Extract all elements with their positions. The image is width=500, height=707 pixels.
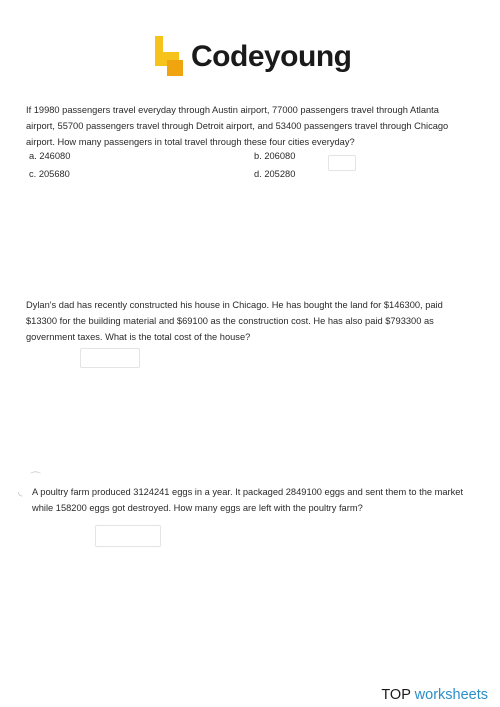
question-1-text: If 19980 passengers travel everyday through Austin airport, 77000 passengers travel through Atlanta airport, 55700 passengers travel through Detroit airport, and 53400 passengers travel through Chicago airport. How many passengers in total travel through these four cities everyday? xyxy=(26,105,449,147)
question-1-option-b: b. 206080 xyxy=(254,151,296,161)
topworksheets-footer xyxy=(381,687,488,703)
question-1-option-d: d. 205280 xyxy=(254,169,296,179)
question-3-marker: ◟ xyxy=(18,486,23,498)
codeyoung-logo-icon xyxy=(153,36,185,78)
logo-text: Codeyoung xyxy=(191,40,352,73)
question-1-option-a: a. 246080 xyxy=(29,151,71,161)
question-1-answer-box[interactable] xyxy=(328,155,356,171)
question-3-marker-top: ⌒ xyxy=(30,472,41,484)
question-1-option-c: c. 205680 xyxy=(29,169,70,179)
question-3-answer-box[interactable] xyxy=(95,525,161,547)
footer-worksheets-text: worksheets xyxy=(414,687,488,703)
question-2-answer-box[interactable] xyxy=(80,348,140,368)
codeyoung-logo xyxy=(153,36,353,80)
question-3-text: A poultry farm produced 3124241 eggs in a year. It packaged 2849100 eggs and sent them to the market while 158200 eggs got destroyed. How many eggs are left with the poultry farm? xyxy=(32,487,464,513)
question-2-text: Dylan's dad has recently constructed his house in Chicago. He has bought the land for $146300, paid $13300 for the building material and $69100 as the construction cost. He has also paid $793300 as government taxes. What is the total cost of the house? xyxy=(26,300,443,342)
footer-top-text: TOP xyxy=(381,687,411,703)
